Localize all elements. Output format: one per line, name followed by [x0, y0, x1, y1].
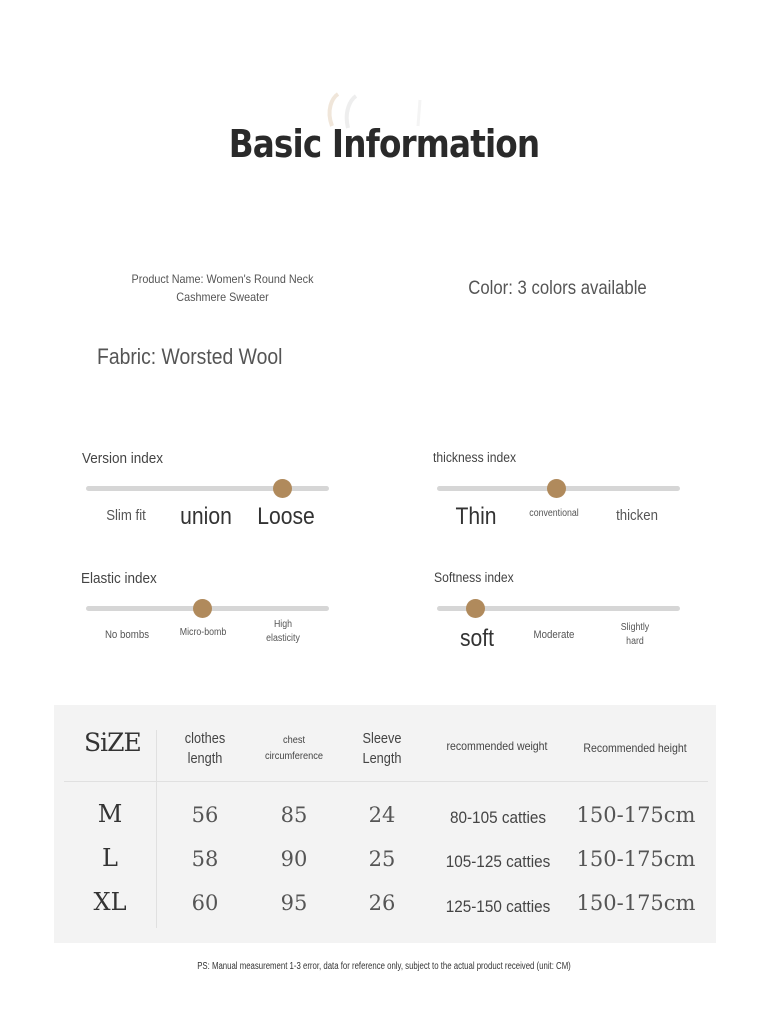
row-m-height: 150-175cm	[576, 803, 696, 827]
row-m-chest: 85	[280, 803, 308, 827]
page-title: Basic Information	[228, 122, 540, 166]
version-index-knob	[273, 479, 292, 498]
header-sleeve: Sleeve Length	[362, 731, 402, 767]
version-label-slim: Slim fit	[106, 507, 146, 524]
softness-index-track	[437, 606, 680, 611]
row-xl-size: XL	[93, 888, 127, 916]
version-label-loose: Loose	[257, 503, 315, 530]
elastic-label-no-bombs: No bombs	[104, 629, 150, 641]
row-xl-length: 60	[191, 891, 219, 915]
color-info: Color: 3 colors available	[468, 278, 647, 299]
row-l-height: 150-175cm	[576, 847, 696, 871]
softness-index-knob	[466, 599, 485, 618]
footnote: PS: Manual measurement 1-3 error, data for reference only, subject to the actual product received (unit: CM)	[197, 961, 571, 972]
row-xl-weight: 125-150 catties	[445, 897, 551, 916]
table-horizontal-divider	[64, 781, 708, 782]
version-index-track	[86, 486, 329, 491]
row-l-chest: 90	[280, 847, 308, 871]
size-logo: SiZE	[84, 728, 141, 757]
row-m-length: 56	[191, 803, 219, 827]
row-l-weight: 105-125 catties	[445, 852, 551, 871]
fabric-info: Fabric: Worsted Wool	[97, 344, 283, 369]
thickness-label-thicken: thicken	[616, 507, 658, 524]
softness-label-soft: soft	[459, 625, 495, 652]
row-m-size: M	[97, 800, 123, 828]
version-label-union: union	[180, 503, 232, 530]
row-xl-height: 150-175cm	[576, 891, 696, 915]
thickness-label-thin: Thin	[455, 503, 497, 530]
elastic-label-micro-bomb: Micro-bomb	[179, 627, 227, 638]
row-xl-chest: 95	[280, 891, 308, 915]
row-l-size: L	[102, 844, 118, 872]
thickness-index-track	[437, 486, 680, 491]
elastic-index-track	[86, 606, 329, 611]
row-l-sleeve: 25	[368, 847, 396, 871]
softness-label-moderate: Moderate	[533, 629, 575, 641]
product-name: Product Name: Women's Round Neck Cashmere Sweater	[131, 272, 314, 304]
header-clothes-length: clothes length	[184, 731, 226, 767]
row-l-length: 58	[191, 847, 219, 871]
header-height: Recommended height	[583, 741, 687, 755]
table-vertical-divider	[156, 730, 157, 928]
header-weight: recommended weight	[446, 739, 548, 753]
elastic-index-title: Elastic index	[81, 570, 157, 587]
softness-label-slightly-hard: Slightly hard	[620, 622, 650, 647]
row-m-sleeve: 24	[368, 803, 396, 827]
header-chest: chest circumference	[264, 734, 324, 762]
row-xl-sleeve: 26	[368, 891, 396, 915]
thickness-label-conventional: conventional	[529, 508, 579, 519]
softness-index-title: Softness index	[434, 570, 514, 585]
row-m-weight: 80-105 catties	[449, 808, 547, 827]
version-index-title: Version index	[82, 450, 164, 467]
thickness-index-title: thickness index	[433, 450, 517, 465]
thickness-index-knob	[547, 479, 566, 498]
elastic-label-high: High elasticity	[266, 619, 300, 644]
elastic-index-knob	[193, 599, 212, 618]
